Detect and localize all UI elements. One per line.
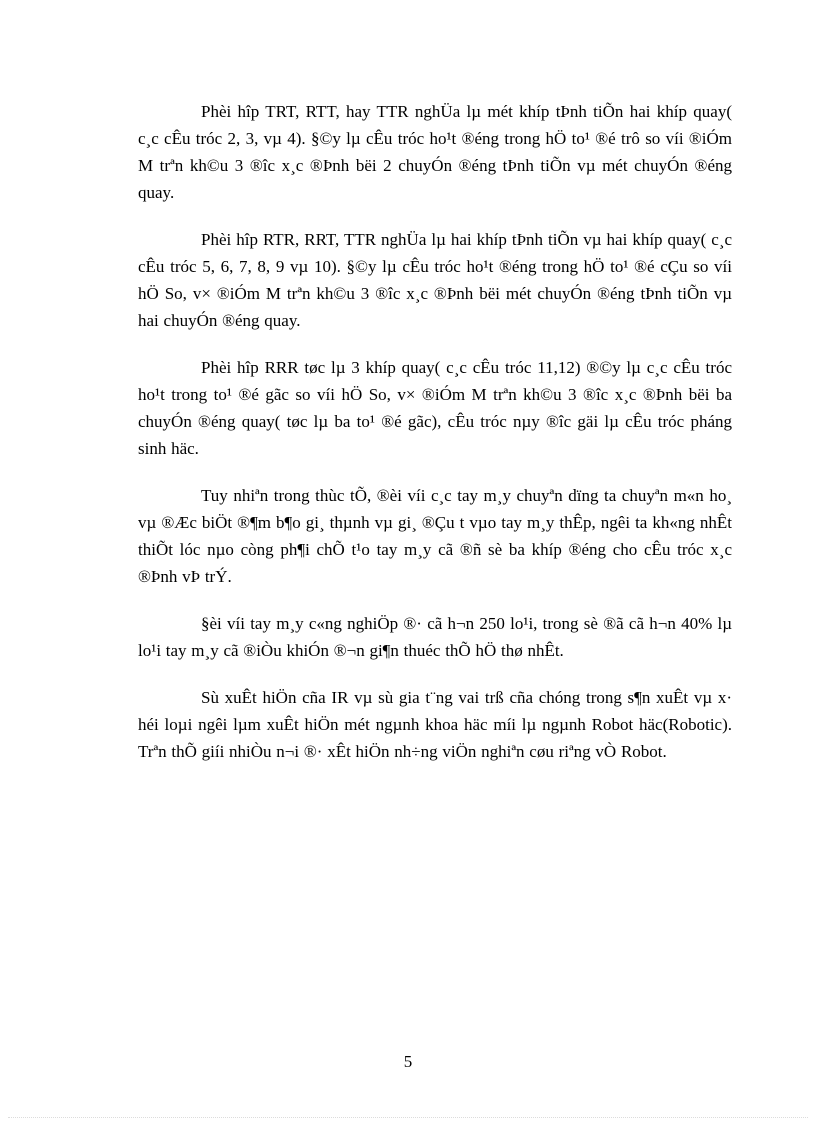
page-body bbox=[138, 98, 732, 785]
page-number: 5 bbox=[403, 1052, 413, 1071]
paragraph-trt-rtt-ttr: Phèi hîp TRT, RTT, hay TTR nghÜa lµ mét khíp tÞnh tiÕn hai khíp quay( c¸c cÊu tróc 2, 3, vµ 4). §©y lµ cÊu tróc ho¹t ®éng trong hÖ to¹ ®é trô so víi ®iÓm M trªn kh©u 3 ®îc x¸c ®Þnh bëi 2 chuyÓn ®éng tÞnh tiÕn vµ mét chuyÓn ®éng quay. bbox=[138, 102, 732, 202]
paragraph-practical-note: Tuy nhiªn trong thùc tÕ, ®èi víi c¸c tay m¸y chuyªn dïng ta chuyªn m«n ho¸ vµ ®Æc biÖt ®¶m b¶o gi¸ thµnh vµ gi¸ ®Çu t vµo tay m¸y thÊp, ngêi ta kh«ng nhÊt thiÕt lóc nµo còng ph¶i chÕ t¹o tay m¸y cã ®ñ sè ba khíp ®éng cho cÊu tróc x¸c ®Þnh vÞ trÝ. bbox=[138, 486, 732, 586]
paragraph-rrr: Phèi hîp RRR tøc lµ 3 khíp quay( c¸c cÊu tróc 11,12) ®©y lµ c¸c cÊu tróc ho¹t trong to¹ ®é gãc so víi hÖ So, v× ®iÓm M trªn kh©u 3 ®îc x¸c ®Þnh bëi ba chuyÓn ®éng quay( tøc lµ ba to¹ ®é gãc), cÊu tróc nµy ®îc gäi lµ cÊu tróc pháng sinh häc. bbox=[138, 358, 732, 458]
paragraph-industrial-robots: §èi víi tay m¸y c«ng nghiÖp ®· cã h¬n 250 lo¹i, trong sè ®ã cã h¬n 40% lµ lo¹i tay m¸y cã ®iÒu khiÓn ®¬n gi¶n thuéc thÕ hÖ thø nhÊt. bbox=[138, 614, 732, 660]
paragraph-rtr-rrt-ttr: Phèi hîp RTR, RRT, TTR nghÜa lµ hai khíp tÞnh tiÕn vµ hai khíp quay( c¸c cÊu tróc 5, 6, 7, 8, 9 vµ 10). §©y lµ cÊu tróc ho¹t ®éng trong hÖ to¹ ®é cÇu so víi hÖ So, v× ®iÓm M trªn kh©u 3 ®îc x¸c ®Þnh bëi mét chuyÓn ®éng tÞnh tiÕn vµ hai chuyÓn ®éng quay. bbox=[138, 230, 732, 330]
paragraph-robotics-field: Sù xuÊt hiÖn cña IR vµ sù gia t¨ng vai trß cña chóng trong s¶n xuÊt vµ x· héi loµi ngêi lµm xuÊt hiÖn mét ngµnh khoa häc míi lµ ngµnh Robot häc(Robotic). Trªn thÕ giíi nhiÒu n¬i ®· xÊt hiÖn nh÷ng viÖn nghiªn cøu riªng vÒ Robot. bbox=[138, 688, 732, 761]
page-bottom-divider bbox=[8, 1117, 808, 1118]
